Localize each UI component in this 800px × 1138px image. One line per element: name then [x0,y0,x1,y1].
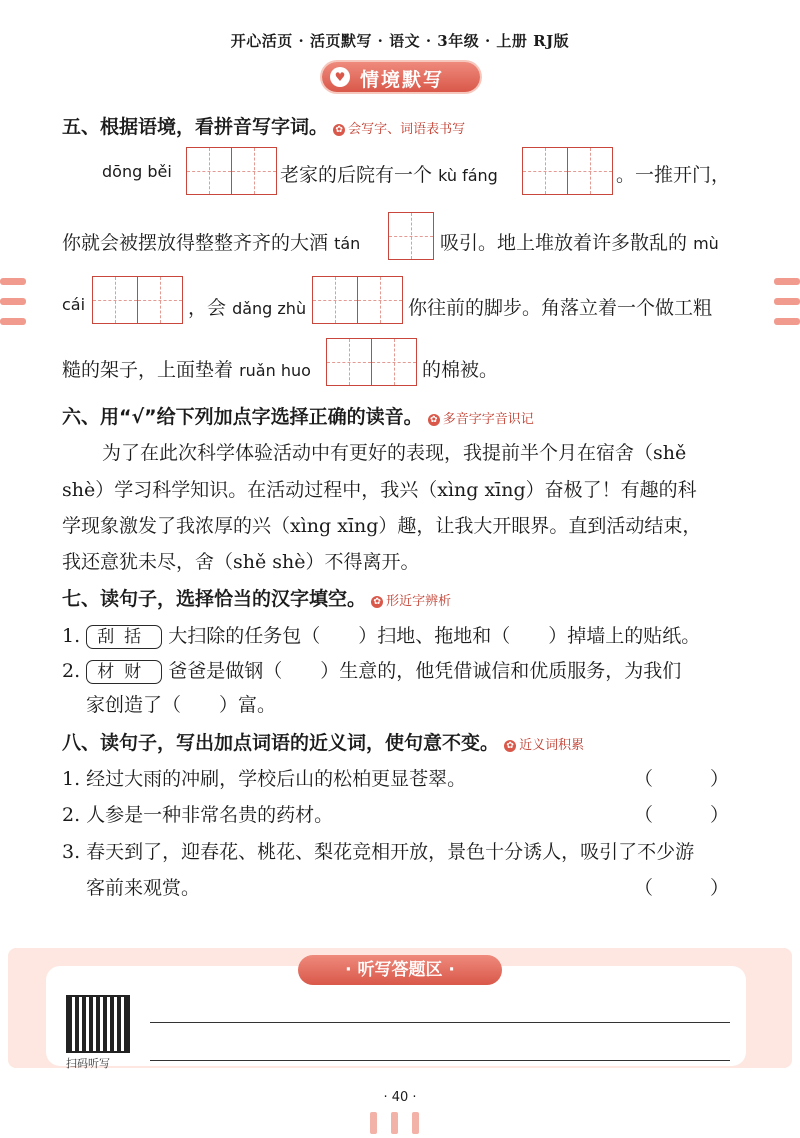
section5-title: 五、根据语境，看拼音写字词。 [62,116,329,138]
section7-title: 七、读句子，选择恰当的汉字填空。 [62,588,367,610]
writing-grid[interactable] [92,276,183,324]
dictation-title: · 听写答题区 · [298,955,502,985]
s7-q2-cont: 家创造了（ ）富。 [86,694,277,716]
pinyin: tán [334,234,361,253]
text: 你就会被摆放得整整齐齐的大酒 [62,232,329,254]
paragraph-line: 学现象激发了我浓厚的兴（xìng xīng）趣，让我大开眼界。直到活动结束， [62,515,702,537]
tag-icon: ✿ [371,596,383,608]
s7-q2: 2. 材财 爸爸是做钢（ ）生意的，他凭借诚信和优质服务，为我们 [62,660,682,682]
tag-icon: ✿ [333,124,345,136]
writing-grid[interactable] [522,147,613,195]
pinyin: cái [62,295,86,314]
text: 老家的后院有一个 [280,164,433,186]
choice-box: 刮括 [86,625,162,649]
text: 你往前的脚步。角落立着一个做工粗 [408,297,713,319]
s8-q3: 3. 春天到了，迎春花、桃花、梨花竞相开放，景色十分诱人，吸引了不少游 [62,841,695,863]
binding-marks [370,1112,433,1138]
text: 。一推开门， [616,164,731,186]
section8-heading [62,728,584,755]
page-header: 开心活页 · 活页默写 · 语文 · 3年级 · 上册 RJ版 [230,32,570,50]
heart-icon: ♥ [330,67,350,87]
left-tab-mark [0,318,26,325]
qr-label: 扫码听写 [66,1057,110,1070]
writing-grid[interactable] [388,212,434,260]
section-banner [322,62,480,92]
answer-paren[interactable]: （ ） [634,768,730,790]
s8-q2: 2. 人参是一种非常名贵的药材。 [62,804,334,826]
section6-title: 六、用“√”给下列加点字选择正确的读音。 [62,406,423,428]
qr-code-icon[interactable] [66,995,130,1053]
left-tab-mark [0,298,26,305]
tag-icon: ✿ [428,414,440,426]
right-tab-mark [774,278,800,285]
pinyin: dōng běi [102,162,172,181]
text: 的棉被。 [422,359,499,381]
section8-title: 八、读句子，写出加点词语的近义词，使句意不变。 [62,732,500,754]
writing-grid[interactable] [186,147,277,195]
choice-box: 材财 [86,660,162,684]
right-tab-mark [774,318,800,325]
text: 吸引。地上堆放着许多散乱的 [440,232,688,254]
left-tab-mark [0,278,26,285]
section7-tag: ✿ 形近字辨析 [371,594,451,609]
section7-heading [62,584,451,611]
answer-paren[interactable]: （ ） [634,877,730,899]
answer-line[interactable] [150,1022,730,1023]
s5-line1 [102,160,172,182]
pinyin: dǎng zhù [232,299,307,318]
pinyin: mù [693,234,719,253]
section6-heading [62,402,534,429]
paragraph-line: 为了在此次科学体验活动中有更好的表现，我提前半个月在宿舍（shě [102,442,687,464]
s7-q1: 1. 刮括 大扫除的任务包（ ）扫地、拖地和（ ）掉墙上的贴纸。 [62,625,701,647]
tag-icon: ✿ [504,740,516,752]
page-number: · 40 · [383,1090,417,1105]
section5-tag: ✿ 会写字、词语表书写 [333,122,465,137]
text: ，会 [188,297,227,319]
writing-grid[interactable] [326,338,417,386]
writing-grid[interactable] [312,276,403,324]
pinyin: ruǎn huo [239,361,311,380]
paragraph-line: shè）学习科学知识。在活动过程中，我兴（xìng xīng）奋极了！有趣的科 [62,479,697,501]
banner-title: 情境默写 [360,69,445,91]
pinyin: kù fáng [438,166,498,185]
section6-tag: ✿ 多音字字音识记 [428,412,534,427]
answer-paren[interactable]: （ ） [634,804,730,826]
text: 糙的架子，上面垫着 [62,359,234,381]
section8-tag: ✿ 近义词积累 [504,738,584,753]
right-tab-mark [774,298,800,305]
paragraph-line: 我还意犹未尽，舍（shě shè）不得离开。 [62,551,420,573]
section5-heading [62,112,465,139]
s8-q3-cont: 客前来观赏。 [86,877,201,899]
s8-q1: 1. 经过大雨的冲刷，学校后山的松柏更显苍翠。 [62,768,467,790]
answer-line[interactable] [150,1060,730,1061]
